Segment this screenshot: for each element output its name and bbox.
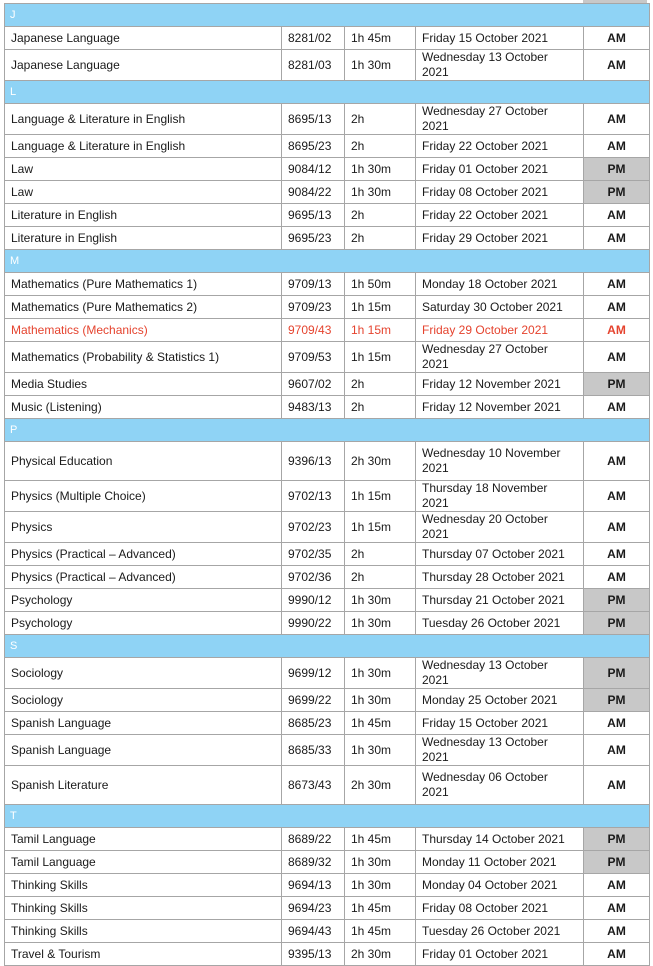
duration-cell: 2h: [345, 566, 416, 589]
exam-row: [5, 27, 650, 50]
component-code-cell: 8695/13: [282, 104, 345, 135]
section-header-row: [5, 4, 650, 27]
component-code-cell: 9395/13: [282, 943, 345, 966]
subject-cell: Physical Education: [5, 442, 282, 481]
session-cell: AM: [584, 943, 650, 966]
duration-cell: 1h 15m: [345, 481, 416, 512]
exam-row: [5, 319, 650, 342]
session-cell: AM: [584, 712, 650, 735]
exam-row: [5, 104, 650, 135]
duration-cell: 2h: [345, 396, 416, 419]
exam-row: [5, 712, 650, 735]
component-code-cell: 9694/23: [282, 897, 345, 920]
subject-cell: Spanish Language: [5, 735, 282, 766]
exam-row: [5, 566, 650, 589]
subject-cell: Psychology: [5, 612, 282, 635]
exam-row: [5, 204, 650, 227]
session-cell: AM: [584, 273, 650, 296]
date-cell: Wednesday 13 October 2021: [416, 658, 584, 689]
duration-cell: 1h 50m: [345, 273, 416, 296]
subject-cell: Mathematics (Probability & Statistics 1): [5, 342, 282, 373]
exam-row: [5, 181, 650, 204]
subject-cell: Media Studies: [5, 373, 282, 396]
duration-cell: 1h 15m: [345, 342, 416, 373]
session-cell: AM: [584, 296, 650, 319]
duration-cell: 1h 15m: [345, 296, 416, 319]
session-cell: AM: [584, 27, 650, 50]
date-cell: Wednesday 20 October 2021: [416, 512, 584, 543]
session-cell: PM: [584, 589, 650, 612]
exam-row: [5, 612, 650, 635]
component-code-cell: 9695/13: [282, 204, 345, 227]
subject-cell: Mathematics (Pure Mathematics 2): [5, 296, 282, 319]
duration-cell: 1h 45m: [345, 897, 416, 920]
duration-cell: 1h 30m: [345, 874, 416, 897]
exam-row: [5, 396, 650, 419]
subject-cell: Physics: [5, 512, 282, 543]
duration-cell: 1h 30m: [345, 851, 416, 874]
exam-row: [5, 296, 650, 319]
section-letter: M: [5, 250, 650, 273]
date-cell: Friday 01 October 2021: [416, 943, 584, 966]
duration-cell: 2h: [345, 543, 416, 566]
date-cell: Friday 15 October 2021: [416, 712, 584, 735]
timetable-body: [5, 4, 650, 966]
exam-row: [5, 50, 650, 81]
session-cell: PM: [584, 612, 650, 635]
component-code-cell: 9709/53: [282, 342, 345, 373]
component-code-cell: 9607/02: [282, 373, 345, 396]
date-cell: Friday 22 October 2021: [416, 135, 584, 158]
date-cell: Saturday 30 October 2021: [416, 296, 584, 319]
exam-row: [5, 920, 650, 943]
subject-cell: Literature in English: [5, 204, 282, 227]
exam-row: [5, 851, 650, 874]
component-code-cell: 9699/22: [282, 689, 345, 712]
session-cell: PM: [584, 658, 650, 689]
date-cell: Friday 15 October 2021: [416, 27, 584, 50]
subject-cell: Tamil Language: [5, 851, 282, 874]
exam-row: [5, 735, 650, 766]
date-cell: Monday 04 October 2021: [416, 874, 584, 897]
date-cell: Friday 12 November 2021: [416, 396, 584, 419]
session-cell: AM: [584, 566, 650, 589]
duration-cell: 1h 30m: [345, 689, 416, 712]
exam-row: [5, 342, 650, 373]
subject-cell: Mathematics (Mechanics): [5, 319, 282, 342]
exam-row: [5, 589, 650, 612]
section-letter: P: [5, 419, 650, 442]
session-cell: AM: [584, 204, 650, 227]
date-cell: Friday 08 October 2021: [416, 181, 584, 204]
exam-row: [5, 442, 650, 481]
duration-cell: 1h 15m: [345, 512, 416, 543]
date-cell: Wednesday 27 October 2021: [416, 342, 584, 373]
exam-row: [5, 373, 650, 396]
date-cell: Thursday 07 October 2021: [416, 543, 584, 566]
duration-cell: 2h: [345, 204, 416, 227]
date-cell: Thursday 28 October 2021: [416, 566, 584, 589]
component-code-cell: 8689/22: [282, 828, 345, 851]
subject-cell: Music (Listening): [5, 396, 282, 419]
component-code-cell: 9990/12: [282, 589, 345, 612]
duration-cell: 1h 45m: [345, 920, 416, 943]
exam-row: [5, 689, 650, 712]
duration-cell: 1h 30m: [345, 50, 416, 81]
duration-cell: 2h: [345, 135, 416, 158]
duration-cell: 1h 45m: [345, 712, 416, 735]
session-cell: PM: [584, 181, 650, 204]
subject-cell: Thinking Skills: [5, 920, 282, 943]
component-code-cell: 9084/22: [282, 181, 345, 204]
session-cell: AM: [584, 481, 650, 512]
component-code-cell: 9084/12: [282, 158, 345, 181]
subject-cell: Thinking Skills: [5, 874, 282, 897]
subject-cell: Sociology: [5, 658, 282, 689]
exam-row: [5, 543, 650, 566]
date-cell: Wednesday 06 October 2021: [416, 766, 584, 805]
date-cell: Tuesday 26 October 2021: [416, 612, 584, 635]
subject-cell: Language & Literature in English: [5, 104, 282, 135]
date-cell: Thursday 18 November 2021: [416, 481, 584, 512]
component-code-cell: 9709/13: [282, 273, 345, 296]
date-cell: Monday 11 October 2021: [416, 851, 584, 874]
date-cell: Wednesday 13 October 2021: [416, 735, 584, 766]
subject-cell: Language & Literature in English: [5, 135, 282, 158]
section-letter: T: [5, 805, 650, 828]
component-code-cell: 9990/22: [282, 612, 345, 635]
date-cell: Wednesday 27 October 2021: [416, 104, 584, 135]
duration-cell: 2h: [345, 104, 416, 135]
subject-cell: Travel & Tourism: [5, 943, 282, 966]
exam-row: [5, 512, 650, 543]
session-cell: AM: [584, 135, 650, 158]
session-cell: AM: [584, 104, 650, 135]
section-header-row: [5, 805, 650, 828]
date-cell: Friday 08 October 2021: [416, 897, 584, 920]
subject-cell: Physics (Multiple Choice): [5, 481, 282, 512]
section-header-row: [5, 250, 650, 273]
session-cell: AM: [584, 342, 650, 373]
exam-row: [5, 943, 650, 966]
exam-row: [5, 658, 650, 689]
date-cell: Friday 22 October 2021: [416, 204, 584, 227]
component-code-cell: 9695/23: [282, 227, 345, 250]
duration-cell: 1h 30m: [345, 589, 416, 612]
session-cell: PM: [584, 851, 650, 874]
component-code-cell: 9699/12: [282, 658, 345, 689]
exam-timetable: [4, 3, 650, 966]
subject-cell: Psychology: [5, 589, 282, 612]
component-code-cell: 9694/43: [282, 920, 345, 943]
exam-row: [5, 227, 650, 250]
duration-cell: 1h 30m: [345, 158, 416, 181]
section-letter: J: [5, 4, 650, 27]
date-cell: Thursday 21 October 2021: [416, 589, 584, 612]
component-code-cell: 8281/02: [282, 27, 345, 50]
duration-cell: 1h 45m: [345, 828, 416, 851]
section-header-row: [5, 419, 650, 442]
session-cell: PM: [584, 828, 650, 851]
subject-cell: Literature in English: [5, 227, 282, 250]
exam-row: [5, 766, 650, 805]
subject-cell: Sociology: [5, 689, 282, 712]
duration-cell: 1h 30m: [345, 658, 416, 689]
component-code-cell: 9396/13: [282, 442, 345, 481]
component-code-cell: 9702/35: [282, 543, 345, 566]
component-code-cell: 9702/13: [282, 481, 345, 512]
session-cell: AM: [584, 874, 650, 897]
date-cell: Friday 29 October 2021: [416, 227, 584, 250]
date-cell: Monday 18 October 2021: [416, 273, 584, 296]
date-cell: Wednesday 13 October 2021: [416, 50, 584, 81]
session-cell: AM: [584, 920, 650, 943]
date-cell: Wednesday 10 November 2021: [416, 442, 584, 481]
duration-cell: 1h 30m: [345, 735, 416, 766]
subject-cell: Physics (Practical – Advanced): [5, 543, 282, 566]
component-code-cell: 9702/36: [282, 566, 345, 589]
subject-cell: Spanish Language: [5, 712, 282, 735]
exam-row: [5, 828, 650, 851]
session-cell: AM: [584, 227, 650, 250]
subject-cell: Japanese Language: [5, 50, 282, 81]
component-code-cell: 8695/23: [282, 135, 345, 158]
component-code-cell: 9709/43: [282, 319, 345, 342]
subject-cell: Tamil Language: [5, 828, 282, 851]
subject-cell: Physics (Practical – Advanced): [5, 566, 282, 589]
exam-row: [5, 874, 650, 897]
session-cell: AM: [584, 396, 650, 419]
component-code-cell: 9709/23: [282, 296, 345, 319]
duration-cell: 1h 45m: [345, 27, 416, 50]
section-header-row: [5, 81, 650, 104]
subject-cell: Law: [5, 181, 282, 204]
duration-cell: 1h 30m: [345, 612, 416, 635]
date-cell: Thursday 14 October 2021: [416, 828, 584, 851]
duration-cell: 2h: [345, 373, 416, 396]
component-code-cell: 8689/32: [282, 851, 345, 874]
exam-row: [5, 273, 650, 296]
component-code-cell: 8673/43: [282, 766, 345, 805]
session-cell: PM: [584, 373, 650, 396]
duration-cell: 2h: [345, 227, 416, 250]
subject-cell: Law: [5, 158, 282, 181]
component-code-cell: 8281/03: [282, 50, 345, 81]
exam-row: [5, 481, 650, 512]
component-code-cell: 9702/23: [282, 512, 345, 543]
session-cell: AM: [584, 543, 650, 566]
session-cell: AM: [584, 897, 650, 920]
subject-cell: Japanese Language: [5, 27, 282, 50]
duration-cell: 1h 15m: [345, 319, 416, 342]
session-cell: AM: [584, 766, 650, 805]
subject-cell: Spanish Literature: [5, 766, 282, 805]
section-letter: S: [5, 635, 650, 658]
component-code-cell: 8685/23: [282, 712, 345, 735]
date-cell: Tuesday 26 October 2021: [416, 920, 584, 943]
duration-cell: 2h 30m: [345, 442, 416, 481]
exam-row: [5, 897, 650, 920]
section-letter: L: [5, 81, 650, 104]
section-header-row: [5, 635, 650, 658]
session-cell: AM: [584, 442, 650, 481]
component-code-cell: 9483/13: [282, 396, 345, 419]
date-cell: Friday 12 November 2021: [416, 373, 584, 396]
session-cell: PM: [584, 158, 650, 181]
exam-row: [5, 135, 650, 158]
session-cell: PM: [584, 689, 650, 712]
component-code-cell: 9694/13: [282, 874, 345, 897]
duration-cell: 2h 30m: [345, 766, 416, 805]
subject-cell: Mathematics (Pure Mathematics 1): [5, 273, 282, 296]
session-cell: AM: [584, 512, 650, 543]
duration-cell: 1h 30m: [345, 181, 416, 204]
duration-cell: 2h 30m: [345, 943, 416, 966]
date-cell: Friday 29 October 2021: [416, 319, 584, 342]
session-cell: AM: [584, 735, 650, 766]
component-code-cell: 8685/33: [282, 735, 345, 766]
date-cell: Monday 25 October 2021: [416, 689, 584, 712]
session-cell: AM: [584, 319, 650, 342]
subject-cell: Thinking Skills: [5, 897, 282, 920]
exam-row: [5, 158, 650, 181]
session-cell: AM: [584, 50, 650, 81]
date-cell: Friday 01 October 2021: [416, 158, 584, 181]
